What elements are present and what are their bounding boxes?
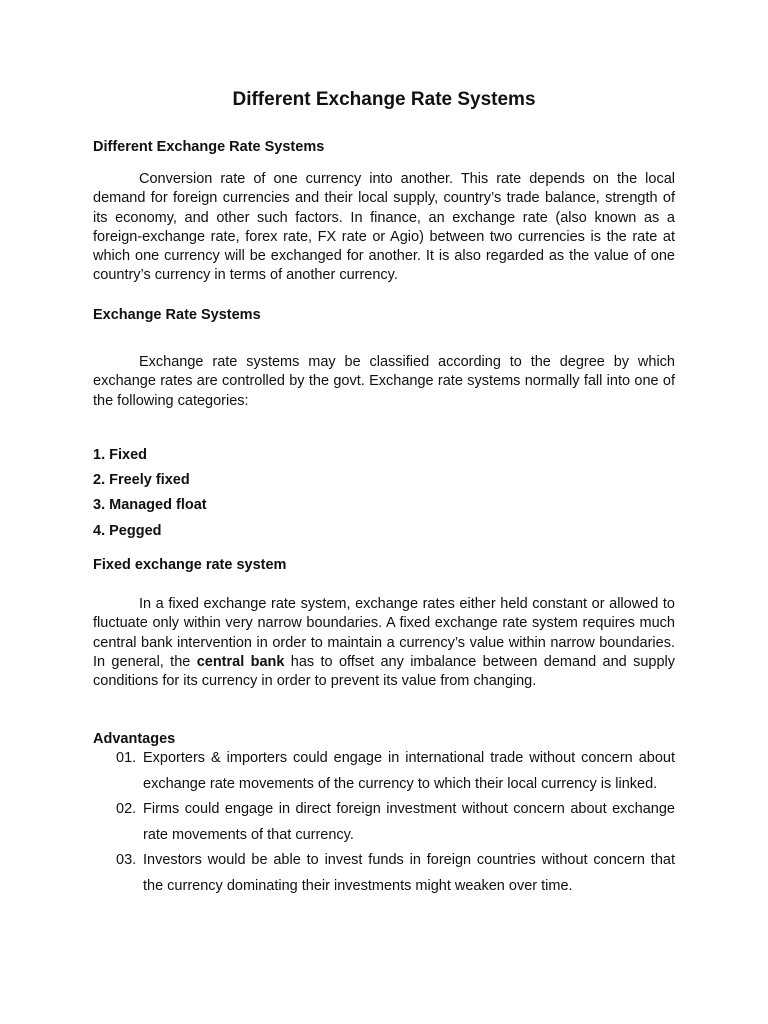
advantage-number: 01. — [116, 750, 137, 766]
category-item-managed-float: 3. Managed float — [93, 497, 207, 513]
intro-paragraph: Conversion rate of one currency into another. This rate depends on the local demand for foreign currencies and their local supply, country’s trade balance, strength of its economy, and other such factors. In finance, an exchange rate (also known as a foreign-exchange rate, forex rate, FX rate or Agio) between two currencies is the rate at which one currency will be exchanged for another. It is also regarded as the value of one country’s currency in terms of another currency. — [93, 171, 675, 284]
advantage-number: 03. — [116, 852, 137, 868]
advantage-item — [93, 746, 675, 797]
category-item-pegged: 4. Pegged — [93, 523, 162, 539]
central-bank-term: central bank — [196, 653, 285, 670]
advantage-text: Exporters & importers could engage in international trade without concern about exchange rate movements of the currency to which their local currency is linked. — [143, 750, 675, 792]
advantage-text: Investors would be able to invest funds in foreign countries without concern that the currency dominating their investments might weaken over time. — [143, 852, 675, 894]
advantages-heading: Advantages — [93, 731, 176, 747]
advantage-item — [93, 797, 675, 848]
section-heading-fixed-exchange-rate-system: Fixed exchange rate system — [93, 557, 287, 573]
classification-paragraph: Exchange rate systems may be classified according to the degree by which exchange rates are controlled by the govt. Exchange rate systems normally fall into one of the following categories: — [93, 354, 675, 409]
advantage-item — [93, 848, 675, 899]
category-item-freely-fixed: 2. Freely fixed — [93, 472, 190, 488]
category-item-fixed: 1. Fixed — [93, 447, 147, 463]
advantage-text: Firms could engage in direct foreign investment without concern about exchange rate movements of that currency. — [143, 801, 675, 843]
section-heading-different-exchange-rate-systems: Different Exchange Rate Systems — [93, 139, 325, 155]
document-title: Different Exchange Rate Systems — [232, 89, 536, 110]
fixed-system-text-before: In a fixed exchange rate system, exchange rates either held constant or allowed to fluctuate only within very narrow boundaries. A fixed exchange rate system requires much central bank intervention in order to maintain a currency’s value within narrow boundaries. In general, the — [93, 596, 675, 670]
section-heading-exchange-rate-systems: Exchange Rate Systems — [93, 307, 261, 323]
advantages-list — [93, 746, 675, 899]
advantage-number: 02. — [116, 801, 137, 817]
fixed-system-paragraph — [93, 595, 675, 691]
fixed-system-text-after: has to offset any imbalance between demand and supply conditions for its currency in order to prevent its value from changing. — [93, 653, 676, 690]
